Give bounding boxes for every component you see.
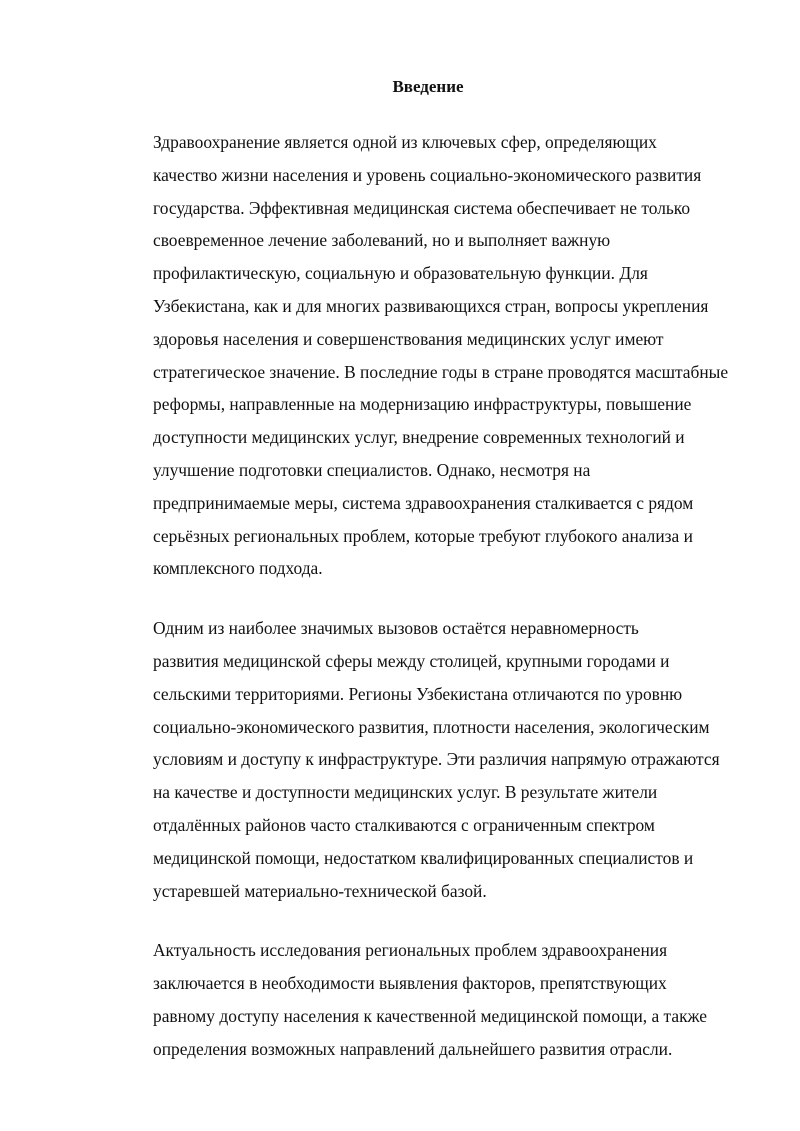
text-line: комплексного подхода. xyxy=(153,558,323,579)
paragraph-1 xyxy=(116,126,744,585)
text-line: профилактическую, социальную и образовательную функции. Для xyxy=(153,263,648,284)
page-title: Введение xyxy=(392,77,464,96)
text-line: серьёзных региональных проблем, которые требуют глубокого анализа и xyxy=(153,525,693,546)
text-line: социально-экономического развития, плотности населения, экологическим xyxy=(153,716,710,737)
paragraph-2 xyxy=(116,612,744,907)
text-line: определения возможных направлений дальнейшего развития отрасли. xyxy=(153,1038,673,1059)
text-line: улучшение подготовки специалистов. Однако, несмотря на xyxy=(153,459,591,480)
text-line: стратегическое значение. В последние годы в стране проводятся масштабные xyxy=(153,361,729,382)
text-line: доступности медицинских услуг, внедрение современных технологий и xyxy=(153,427,685,448)
text-line: Узбекистана, как и для многих развивающихся стран, вопросы укрепления xyxy=(153,295,709,316)
text-line: государства. Эффективная медицинская система обеспечивает не только xyxy=(153,197,691,218)
text-line: устаревшей материально-технической базой. xyxy=(153,880,487,901)
text-line: Одним из наиболее значимых вызовов остаётся неравномерность xyxy=(153,618,639,639)
document-body xyxy=(116,126,744,1093)
text-line: отдалённых районов часто сталкиваются с ограниченным спектром xyxy=(153,814,655,835)
text-line: равному доступу населения к качественной медицинской помощи, а также xyxy=(153,1005,708,1026)
text-line: Здравоохранение является одной из ключевых сфер, определяющих xyxy=(153,132,657,152)
text-line: своевременное лечение заболеваний, но и выполняет важную xyxy=(153,230,611,251)
text-line: предпринимаемые меры, система здравоохранения сталкивается с рядом xyxy=(153,492,694,513)
text-line: на качестве и доступности медицинских услуг. В результате жители xyxy=(153,782,658,803)
text-line: Актуальность исследования региональных проблем здравоохранения xyxy=(153,940,668,961)
paragraph-3 xyxy=(116,934,744,1065)
text-line: заключается в необходимости выявления факторов, препятствующих xyxy=(153,973,667,994)
text-line: медицинской помощи, недостатком квалифицированных специалистов и xyxy=(153,847,694,868)
text-line: реформы, направленные на модернизацию инфраструктуры, повышение xyxy=(153,394,692,415)
text-line: развития медицинской сферы между столицей, крупными городами и xyxy=(153,650,670,671)
text-line: здоровья населения и совершенствования медицинских услуг имеют xyxy=(153,328,664,349)
text-line: сельскими территориями. Регионы Узбекистана отличаются по уровню xyxy=(153,683,683,704)
text-line: условиям и доступу к инфраструктуре. Эти различия напрямую отражаются xyxy=(153,749,720,770)
text-line: качество жизни населения и уровень социально-экономического развития xyxy=(153,164,702,185)
